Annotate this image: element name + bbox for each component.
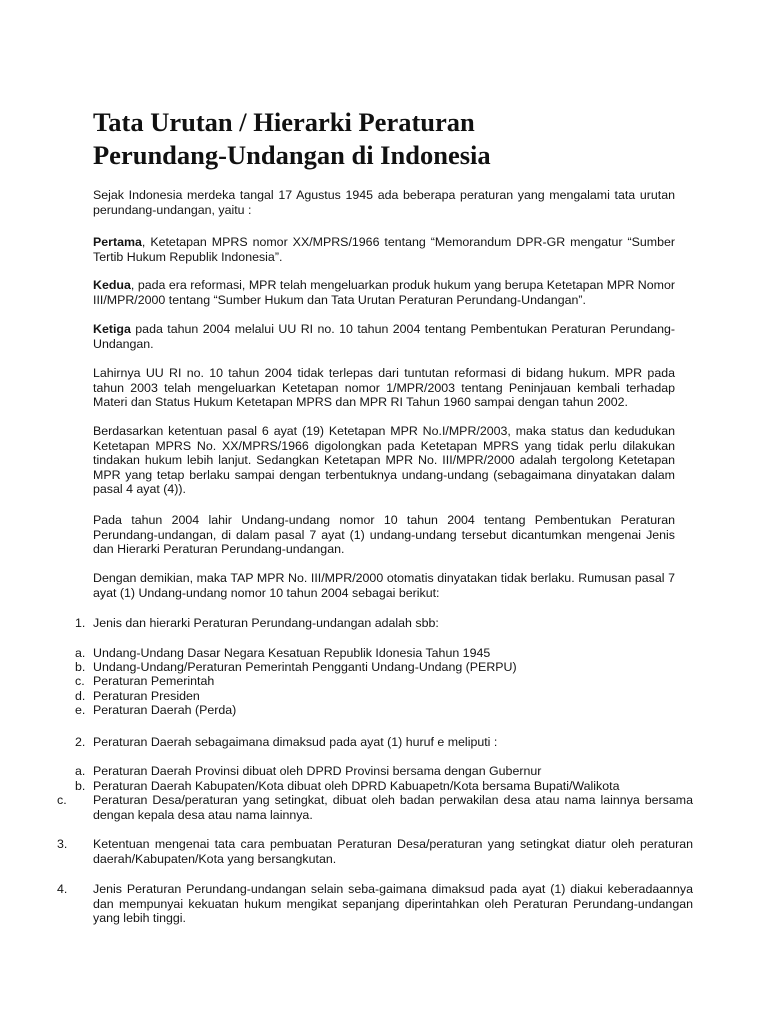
- ketiga-label: Ketiga: [93, 322, 131, 336]
- list-item-text: Jenis dan hierarki Peraturan Perundang-undangan adalah sbb:: [93, 616, 439, 630]
- page-title: [93, 106, 693, 172]
- sub-list-item-d: [75, 689, 675, 704]
- list-number: 1.: [75, 616, 86, 630]
- sub-list2-item-c: [57, 793, 693, 822]
- ketiga-paragraph: [93, 322, 675, 351]
- list-item-text: Undang-Undang/Peraturan Pemerintah Pengganti Undang-Undang (PERPU): [93, 660, 517, 674]
- sub-list-item-c: [75, 674, 675, 689]
- demikian-paragraph: Dengan demikian, maka TAP MPR No. III/MPR/2000 otomatis dinyatakan tidak berlaku. Rumusan pasal 7 ayat (1) Undang-undang nomor 10 tahun 2004 sebagai berikut:: [93, 571, 675, 600]
- pertama-text: , Ketetapan MPRS nomor XX/MPRS/1966 tentang “Memorandum DPR-GR mengatur “Sumber Tertib Hukum Republik Indonesia”.: [93, 235, 675, 264]
- list-item-text: Ketentuan mengenai tata cara pembuatan Peraturan Desa/peraturan yang setingkat diatur oleh peraturan daerah/Kabupaten/Kota yang bersangkutan.: [93, 837, 693, 866]
- list-item-text: Peraturan Daerah sebagaimana dimaksud pada ayat (1) huruf e meliputi :: [93, 735, 498, 749]
- title-line-1: Tata Urutan / Hierarki Peraturan: [93, 107, 475, 137]
- list-marker: b.: [75, 779, 86, 793]
- list-marker: c.: [75, 674, 85, 688]
- list-number: 2.: [75, 735, 86, 749]
- list-item-text: Peraturan Pemerintah: [93, 674, 215, 688]
- kedua-text: , pada era reformasi, MPR telah mengeluarkan produk hukum yang berupa Ketetapan MPR Nomor III/MPR/2000 tentang “Sumber Hukum dan Tata Urutan Peraturan Perundang-Undangan”.: [93, 278, 675, 307]
- list-marker: c.: [57, 793, 67, 807]
- pertama-label: Pertama: [93, 235, 142, 249]
- list-marker: a.: [75, 764, 86, 778]
- list-marker: a.: [75, 646, 86, 660]
- title-line-2: Perundang-Undangan di Indonesia: [93, 140, 491, 170]
- list-item-text: Peraturan Desa/peraturan yang setingkat, dibuat oleh badan perwakilan desa atau nama lainnya bersama dengan kepala desa atau nama lainnya.: [93, 793, 693, 822]
- lahirnya-paragraph: Lahirnya UU RI no. 10 tahun 2004 tidak terlepas dari tuntutan reformasi di bidang hukum. MPR pada tahun 2003 telah mengeluarkan Ketetapan nomor 1/MPR/2003 tentang Peninjauan kembali terhadap Materi dan Status Hukum Ketetapan MPRS dan MPR RI Tahun 1960 sampai dengan tahun 2002.: [93, 366, 675, 410]
- list-item-1: [75, 616, 675, 631]
- list-item-text: Undang-Undang Dasar Negara Kesatuan Republik Idonesia Tahun 1945: [93, 646, 491, 660]
- list-marker: e.: [75, 703, 86, 717]
- list-marker: d.: [75, 689, 86, 703]
- ketiga-text: pada tahun 2004 melalui UU RI no. 10 tahun 2004 tentang Pembentukan Peraturan Perundang-Undangan.: [93, 322, 675, 351]
- list-item-2: [75, 735, 675, 750]
- list-item-3: [57, 837, 693, 866]
- intro-paragraph: Sejak Indonesia merdeka tangal 17 Agustus 1945 ada beberapa peraturan yang mengalami tata urutan perundang-undangan, yaitu :: [93, 188, 675, 217]
- sub-list-item-a: [75, 646, 675, 661]
- list-item-text: Peraturan Daerah Provinsi dibuat oleh DPRD Provinsi bersama dengan Gubernur: [93, 764, 542, 778]
- berdasarkan-paragraph: Berdasarkan ketentuan pasal 6 ayat (19) Ketetapan MPR No.I/MPR/2003, maka status dan kedudukan Ketetapan MPRS No. XX/MPRS/1966 digolongkan pada Ketetapan MPRS yang tidak perlu dilakukan tindakan hukum lebih lanjut. Sedangkan Ketetapan MPR No. III/MPR/2000 adalah tergolong Ketetapan MPR yang tetap berlaku sampai dengan terbentuknya undang-undang (sebagaimana dinyatakan dalam pasal 4 ayat (4)).: [93, 424, 675, 497]
- list-item-text: Peraturan Presiden: [93, 689, 200, 703]
- tahun-2004-paragraph: Pada tahun 2004 lahir Undang-undang nomor 10 tahun 2004 tentang Pembentukan Peraturan Perundang-undangan, di dalam pasal 7 ayat (1) undang-undang tersebut dicantumkan mengenai Jenis dan Hierarki Peraturan Perundang-undangan.: [93, 513, 675, 557]
- sub-list2-item-a: [75, 764, 675, 779]
- pertama-paragraph: [93, 235, 675, 264]
- list-item-text: Peraturan Daerah (Perda): [93, 703, 237, 717]
- kedua-paragraph: [93, 278, 675, 307]
- list-item-text: Peraturan Daerah Kabupaten/Kota dibuat oleh DPRD Kabuapetn/Kota bersama Bupati/Walikota: [93, 779, 620, 793]
- sub-list-item-b: [75, 660, 675, 675]
- list-number: 3.: [57, 837, 68, 851]
- list-number: 4.: [57, 882, 68, 896]
- sub-list-item-e: [75, 703, 675, 718]
- list-item-text: Jenis Peraturan Perundang-undangan selain seba-gaimana dimaksud pada ayat (1) diakui keberadaannya dan mempunyai kekuatan hukum mengikat sepanjang diperintahkan oleh Peraturan Perundang-undangan yang lebih tinggi.: [93, 882, 693, 926]
- sub-list2-item-b: [75, 779, 675, 794]
- list-marker: b.: [75, 660, 86, 674]
- list-item-4: [57, 882, 693, 926]
- kedua-label: Kedua: [93, 278, 131, 292]
